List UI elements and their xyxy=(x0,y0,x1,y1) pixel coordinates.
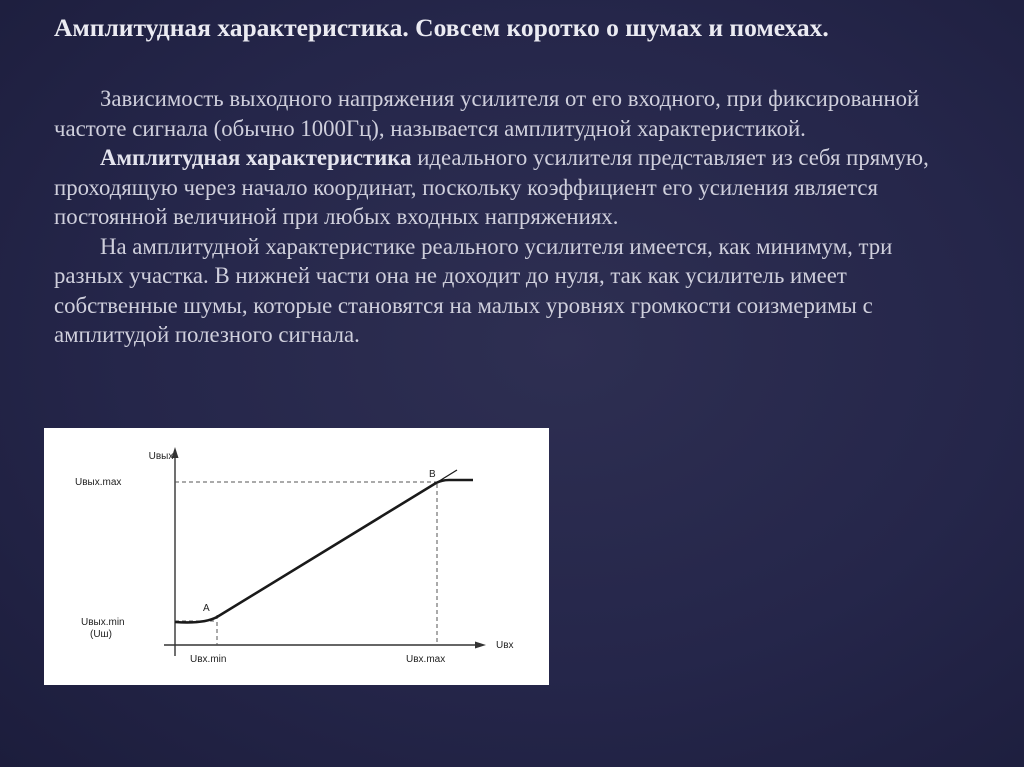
y-max-label: Uвых.max xyxy=(75,477,122,488)
characteristic-curve xyxy=(175,480,473,622)
x-min-label: Uвх.min xyxy=(190,654,227,665)
point-a-label: A xyxy=(203,603,210,614)
diagram-svg xyxy=(44,428,549,685)
y-min-label: Uвых.min xyxy=(81,617,125,628)
slide-title: Амплитудная характеристика. Совсем коротко о шумах и помехах. xyxy=(54,13,829,42)
term-amplitude-characteristic: Амплитудная характеристика xyxy=(100,145,412,170)
y-axis-label: Uвых xyxy=(148,451,174,462)
amplitude-characteristic-diagram xyxy=(44,428,549,685)
x-max-label: Uвх.max xyxy=(406,654,446,665)
paragraph-ideal-amplifier xyxy=(54,143,954,232)
slide-body xyxy=(54,84,954,350)
x-axis-label: Uвх xyxy=(496,640,514,651)
x-axis-arrow xyxy=(475,642,486,649)
paragraph-real-amplifier: На амплитудной характеристике реального усилителя имеется, как минимум, три разных участка. В нижней части она не доходит до нуля, так как усилитель имеет собственные шумы, которые становятся на малых уровнях громкости соизмеримы с амплитудой полезного сигнала. xyxy=(54,233,893,347)
point-b-label: B xyxy=(429,469,436,480)
paragraph-definition: Зависимость выходного напряжения усилителя от его входного, при фиксированной частоте сигнала (обычно 1000Гц), называется амплитудной характеристикой. xyxy=(54,86,920,141)
paragraph-ideal-amplifier-text: идеального усилителя представляет из себя прямую, проходящую через начало координат, поскольку коэффициент его усиления является постоянной величиной при любых входных напряжениях. xyxy=(54,145,929,229)
y-noise-label: (Uш) xyxy=(90,629,112,640)
